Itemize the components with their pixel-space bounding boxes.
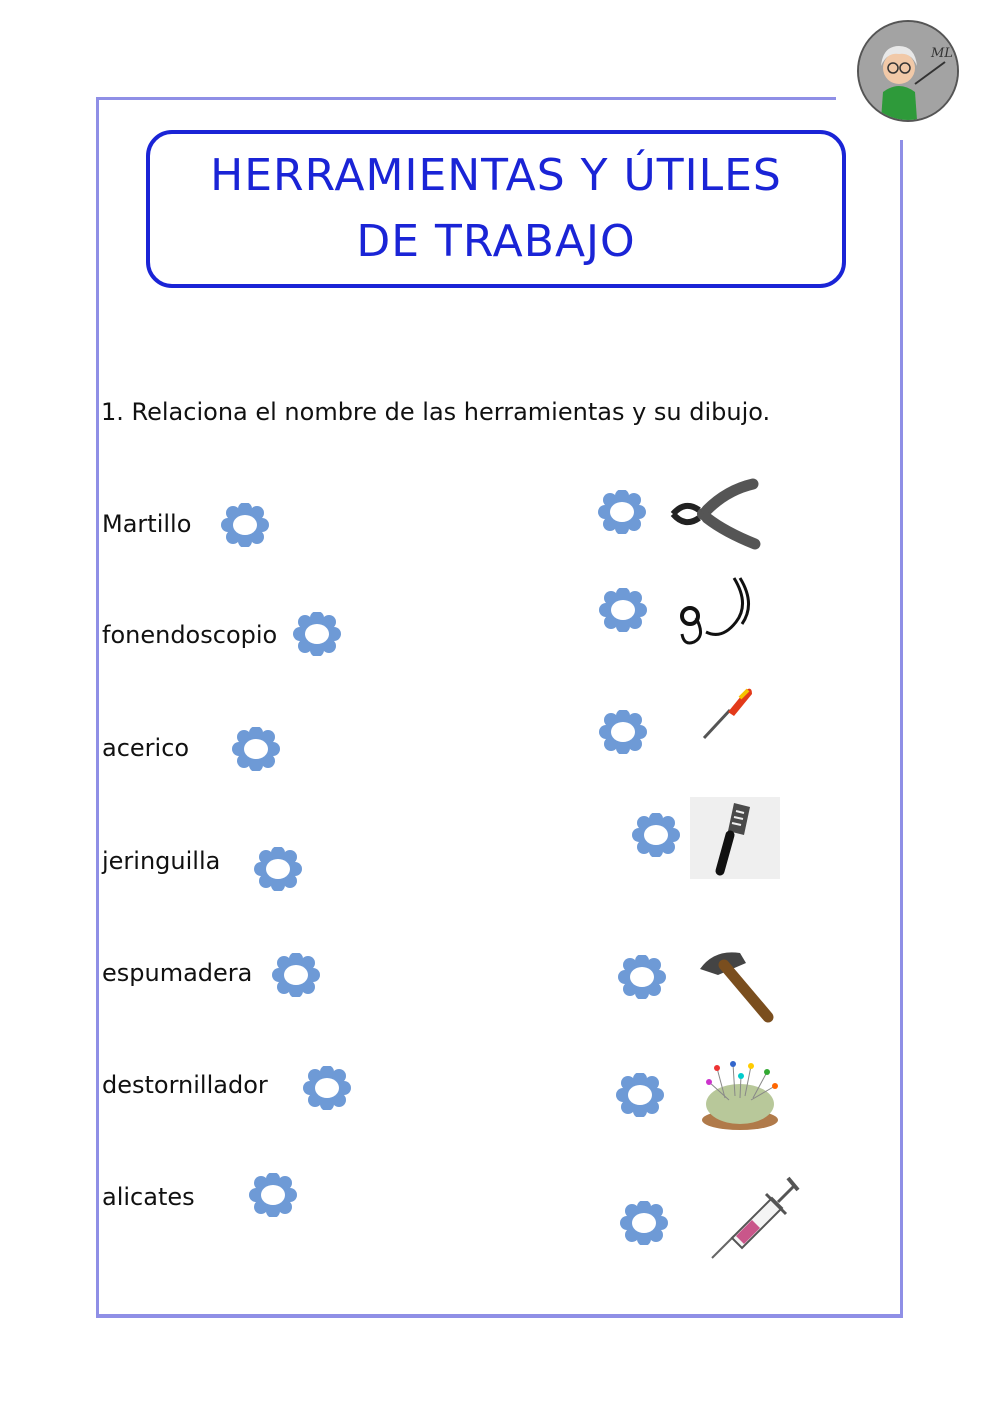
- hammer-icon: [694, 945, 776, 1025]
- word-martillo: Martillo: [102, 510, 192, 538]
- match-dot-left-fonendoscopio[interactable]: [292, 612, 342, 656]
- match-dot-right-3[interactable]: [598, 710, 648, 754]
- pincushion-icon: [695, 1058, 785, 1134]
- word-espumadera: espumadera: [102, 959, 253, 987]
- avatar-initials: ML: [931, 46, 953, 61]
- page-title: [210, 143, 782, 275]
- match-dot-left-espumadera[interactable]: [271, 953, 321, 997]
- title-box: [146, 130, 846, 288]
- match-dot-left-alicates[interactable]: [248, 1173, 298, 1217]
- word-destornillador: destornillador: [102, 1071, 268, 1099]
- word-jeringuilla: jeringuilla: [102, 847, 221, 875]
- stethoscope-icon: [676, 574, 756, 650]
- screwdriver-icon: [696, 684, 756, 744]
- instruction-text: 1. Relaciona el nombre de las herramientas y su dibujo.: [101, 398, 771, 426]
- match-dot-right-4[interactable]: [631, 813, 681, 857]
- syringe-icon: [708, 1172, 800, 1262]
- title-line-2: DE TRABAJO: [356, 216, 636, 267]
- match-dot-left-acerico[interactable]: [231, 727, 281, 771]
- match-dot-right-5[interactable]: [617, 955, 667, 999]
- teacher-avatar: [857, 20, 959, 122]
- match-dot-right-1[interactable]: [597, 490, 647, 534]
- match-dot-right-7[interactable]: [619, 1201, 669, 1245]
- word-acerico: acerico: [102, 734, 190, 762]
- frame-right-border: [900, 140, 903, 1318]
- match-dot-left-destornillador[interactable]: [302, 1066, 352, 1110]
- word-alicates: alicates: [102, 1183, 195, 1211]
- spatula-icon: [690, 797, 780, 879]
- title-line-1: HERRAMIENTAS Y ÚTILES: [210, 150, 782, 201]
- word-fonendoscopio: fonendoscopio: [102, 621, 278, 649]
- pliers-icon: [665, 470, 765, 560]
- match-dot-right-2[interactable]: [598, 588, 648, 632]
- frame-bottom-border: [96, 1314, 903, 1317]
- match-dot-right-6[interactable]: [615, 1073, 665, 1117]
- match-dot-left-martillo[interactable]: [220, 503, 270, 547]
- match-dot-left-jeringuilla[interactable]: [253, 847, 303, 891]
